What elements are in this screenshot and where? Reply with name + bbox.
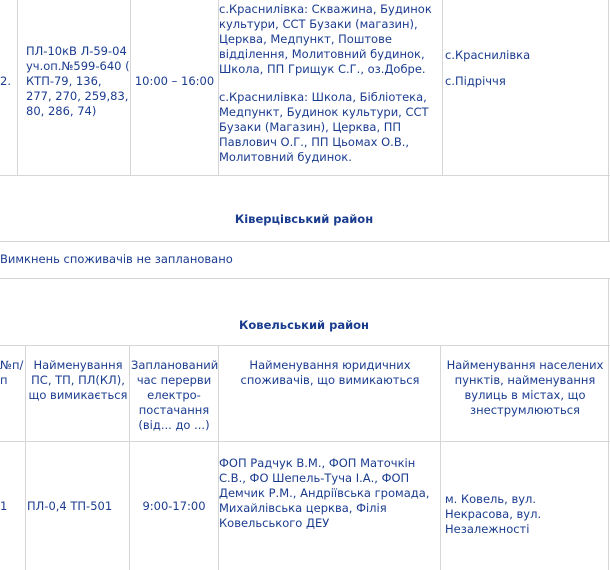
consumers-list: ФОП Радчук В.М., ФОП Маточкін С.В., ФО Шепель-Туча І.А., ФОП Демчик Р.М., Андріївська громада, Михайлівська церква, Філія Ковельського ДЕУ bbox=[219, 456, 430, 530]
table-border bbox=[0, 241, 610, 242]
settlement: с.Підріччя bbox=[445, 74, 506, 88]
column-header-number: №п/п bbox=[0, 358, 24, 387]
district-heading: Ковельський район bbox=[239, 318, 369, 332]
consumers-group: с.Краснилівка: Скважина, Будинок культури, ССТ Бузаки (магазин), Церква, Медпункт, Поштове відділення, Молитовний будинок, Школа, ПП Грищук С.Г., оз.Добре. bbox=[219, 2, 432, 76]
table-border bbox=[442, 0, 443, 175]
column-header-time: Запланований час перерви електро-постачання (від... до ...) bbox=[131, 358, 219, 432]
row-number: 1 bbox=[0, 499, 8, 513]
power-line-name: ПЛ-0,4 ТП-501 bbox=[27, 499, 113, 513]
power-line-name: ПЛ-10кВ Л-59-04 уч.оп.№599-640 ( КТП-79, 136, 277, 270, 259,83, 80, 286, 74) bbox=[26, 44, 130, 118]
no-outages-note: Вимкнень споживачів не заплановано bbox=[0, 252, 233, 266]
table-border bbox=[0, 278, 610, 279]
settlement: с.Краснилівка bbox=[445, 48, 531, 62]
column-header-consumers: Найменування юридичних споживачів, що вимикаються bbox=[240, 358, 420, 387]
settlements-list: м. Ковель, вул. Некрасова, вул. Незалежності bbox=[445, 492, 542, 536]
table-border bbox=[440, 345, 441, 570]
table-border bbox=[25, 345, 26, 570]
table-border bbox=[0, 175, 610, 176]
consumers-list bbox=[219, 2, 441, 165]
table-border bbox=[608, 0, 609, 175]
table-border bbox=[0, 345, 610, 346]
column-header-settlements: Найменування населених пунктів, найменування вулиць в містах, що знеструмлюються bbox=[446, 358, 604, 417]
table-border bbox=[17, 0, 18, 175]
table-border bbox=[608, 175, 609, 242]
outage-time: 9:00-17:00 bbox=[142, 499, 206, 513]
district-heading: Ківерцівський район bbox=[234, 212, 374, 226]
table-border bbox=[608, 278, 609, 570]
column-header-name: Найменування ПС, ТП, ПЛ(КЛ), що вимикається bbox=[28, 358, 128, 402]
row-number: 2. bbox=[0, 74, 11, 88]
table-border bbox=[129, 345, 130, 570]
outage-time: 10:00 – 16:00 bbox=[134, 74, 215, 88]
table-border bbox=[0, 441, 610, 442]
consumers-group: с.Краснилівка: Школа, Бібліотека, Медпункт, Будинок культури, ССТ Бузаки (Магазин), Церква, ПП Павлович О.Г., ПП Цьомах О.В., Молитовний будинок. bbox=[219, 90, 429, 164]
